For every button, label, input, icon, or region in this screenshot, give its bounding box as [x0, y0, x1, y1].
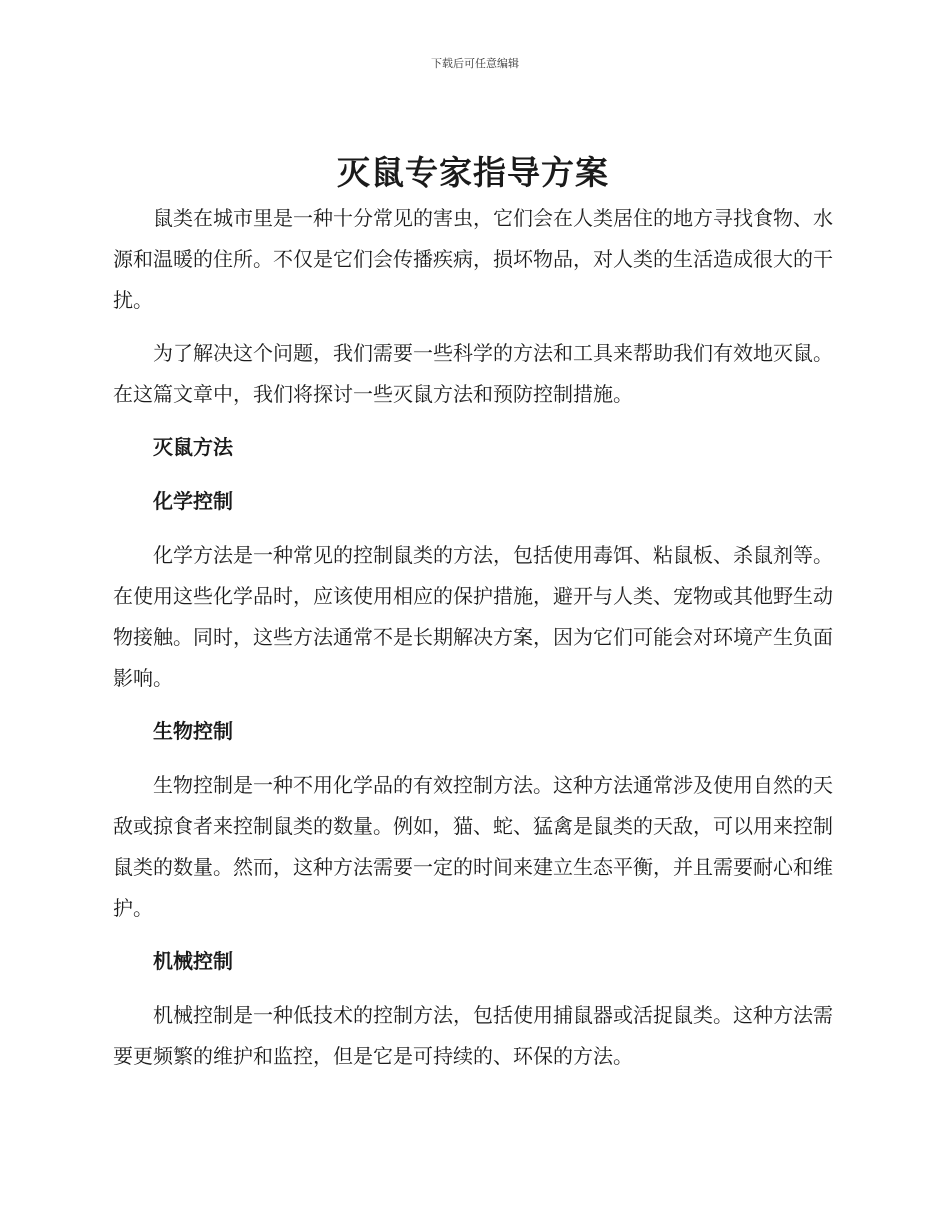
document-title: 灭鼠专家指导方案 — [337, 153, 609, 192]
mechanical-paragraph: 机械控制是一种低技术的控制方法，包括使用捕鼠器或活捉鼠类。这种方法需要更频繁的维护和监控，但是它是可持续的、环保的方法。 — [113, 1003, 833, 1068]
page-header-note: 下载后可任意编辑 — [431, 57, 519, 70]
subsection-heading-chemical: 化学控制 — [153, 489, 233, 513]
subsection-heading-mechanical: 机械控制 — [153, 949, 233, 973]
subsection-heading-biological: 生物控制 — [153, 719, 233, 743]
biological-paragraph: 生物控制是一种不用化学品的有效控制方法。这种方法通常涉及使用自然的天敌或掠食者来控制鼠类的数量。例如，猫、蛇、猛禽是鼠类的天敌，可以用来控制鼠类的数量。然而，这种方法需要一定的时间来建立生态平衡，并且需要耐心和维护。 — [113, 773, 833, 920]
chemical-paragraph: 化学方法是一种常见的控制鼠类的方法，包括使用毒饵、粘鼠板、杀鼠剂等。在使用这些化学品时，应该使用相应的保护措施，避开与人类、宠物或其他野生动物接触。同时，这些方法通常不是长期解决方案，因为它们可能会对环境产生负面影响。 — [113, 543, 833, 690]
intro-paragraph-1: 鼠类在城市里是一种十分常见的害虫，它们会在人类居住的地方寻找食物、水源和温暖的住所。不仅是它们会传播疾病，损坏物品，对人类的生活造成很大的干扰。 — [113, 206, 833, 312]
intro-paragraph-2: 为了解决这个问题，我们需要一些科学的方法和工具来帮助我们有效地灭鼠。在这篇文章中，我们将探讨一些灭鼠方法和预防控制措施。 — [113, 341, 833, 406]
document-body — [113, 150, 833, 1089]
section-heading-methods: 灭鼠方法 — [153, 435, 233, 459]
